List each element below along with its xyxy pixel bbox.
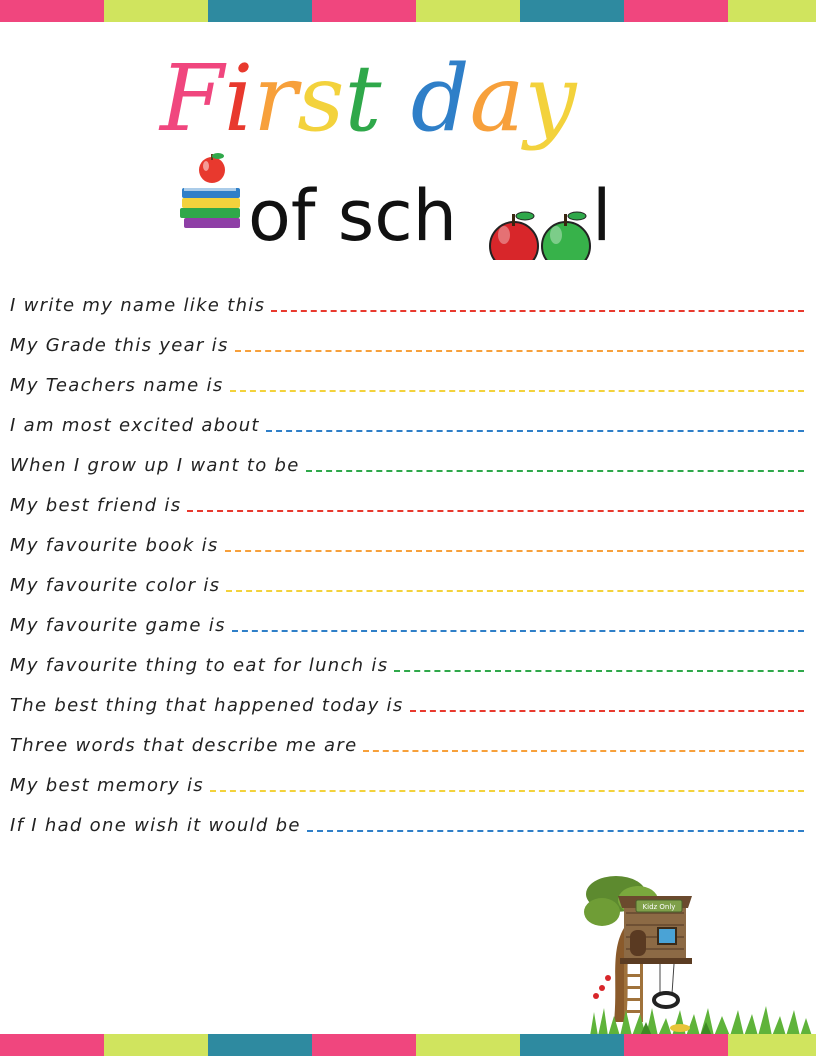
answer-line [187, 510, 804, 512]
title-line2-part1: of sch [248, 175, 458, 257]
prompt-row [10, 768, 810, 808]
top-color-band [0, 0, 816, 22]
prompt-row [10, 488, 810, 528]
prompt-row [10, 288, 810, 328]
prompt-label: My favourite game is [10, 615, 226, 636]
books-apple-icon [180, 153, 240, 228]
prompt-row [10, 368, 810, 408]
band-segment [208, 1034, 312, 1056]
band-segment [728, 1034, 816, 1056]
band-segment [416, 0, 520, 22]
prompt-label: The best thing that happened today is [10, 695, 404, 716]
prompt-row [10, 808, 810, 848]
prompt-row [10, 408, 810, 448]
treehouse-icon [580, 872, 816, 1036]
band-segment [520, 0, 624, 22]
prompt-row [10, 728, 810, 768]
title-graphic [0, 30, 816, 260]
prompt-label: My Teachers name is [10, 375, 224, 396]
answer-line [266, 430, 804, 432]
prompt-row [10, 528, 810, 568]
treehouse-sign-label: Kidz Only [642, 903, 676, 911]
prompt-label: If I had one wish it would be [10, 815, 301, 836]
answer-line [225, 550, 804, 552]
band-segment [312, 0, 416, 22]
apple-red-icon [490, 212, 538, 260]
fill-in-lines [10, 288, 810, 848]
answer-line [410, 710, 804, 712]
prompt-label: My favourite book is [10, 535, 219, 556]
prompt-row [10, 608, 810, 648]
prompt-row [10, 448, 810, 488]
prompt-label: I write my name like this [10, 295, 266, 316]
title-line2-part2: l [592, 175, 612, 257]
band-segment [416, 1034, 520, 1056]
band-segment [104, 0, 208, 22]
page-title [0, 30, 816, 260]
band-segment [520, 1034, 624, 1056]
prompt-row [10, 328, 810, 368]
prompt-label: When I grow up I want to be [10, 455, 300, 476]
band-segment [624, 0, 728, 22]
prompt-label: Three words that describe me are [10, 735, 358, 756]
prompt-row [10, 568, 810, 608]
prompt-row [10, 648, 810, 688]
answer-line [226, 590, 804, 592]
apple-green-icon [542, 212, 590, 260]
answer-line [307, 830, 804, 832]
band-segment [728, 0, 816, 22]
answer-line [210, 790, 804, 792]
prompt-row [10, 688, 810, 728]
title-line1: First day [160, 45, 577, 152]
bottom-color-band [0, 1034, 816, 1056]
prompt-label: I am most excited about [10, 415, 260, 436]
prompt-label: My favourite thing to eat for lunch is [10, 655, 389, 676]
answer-line [232, 630, 804, 632]
band-segment [312, 1034, 416, 1056]
band-segment [0, 1034, 104, 1056]
band-segment [104, 1034, 208, 1056]
band-segment [208, 0, 312, 22]
answer-line [235, 350, 804, 352]
band-segment [0, 0, 104, 22]
answer-line [394, 670, 804, 672]
prompt-label: My favourite color is [10, 575, 221, 596]
band-segment [624, 1034, 728, 1056]
answer-line [363, 750, 804, 752]
prompt-label: My Grade this year is [10, 335, 229, 356]
prompt-label: My best memory is [10, 775, 204, 796]
title-letter: F [160, 45, 224, 152]
answer-line [271, 310, 804, 312]
answer-line [306, 470, 804, 472]
answer-line [230, 390, 804, 392]
prompt-label: My best friend is [10, 495, 182, 516]
